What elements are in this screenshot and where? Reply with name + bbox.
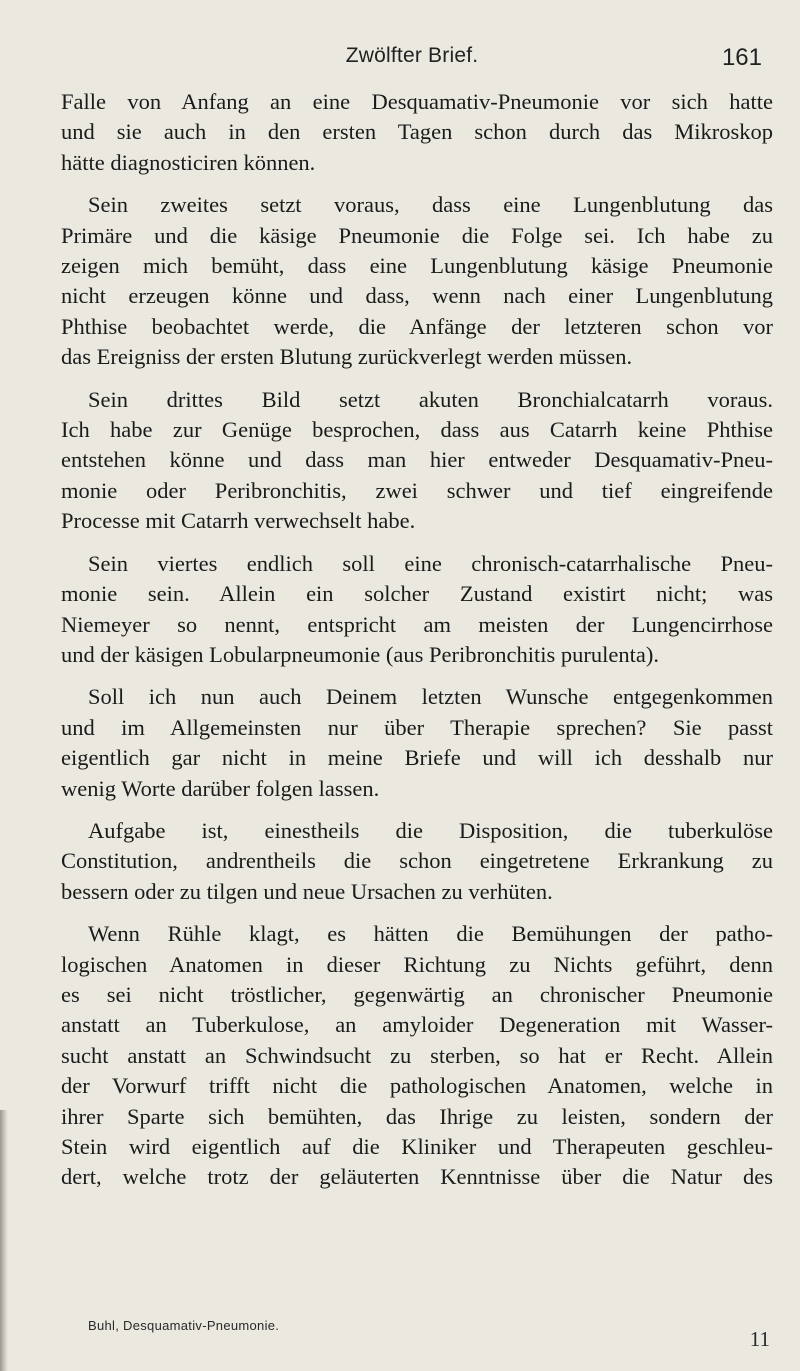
page-number: 161 xyxy=(721,44,762,71)
text-line: anstatt an Tuberkulose, an amyloider Degeneration mit Wasser- xyxy=(61,1012,773,1038)
text-line: eigentlich gar nicht in meine Briefe und will ich desshalb nur xyxy=(61,745,773,771)
text-line: das Ereigniss der ersten Blutung zurückverlegt werden müssen. xyxy=(61,344,633,370)
page-header xyxy=(62,44,762,84)
text-line: Phthise beobachtet werde, die Anfänge der letzteren schon vor xyxy=(61,313,773,339)
text-line: Ich habe zur Genüge besprochen, dass aus Catarrh keine Phthise xyxy=(61,417,773,443)
text-line: dert, welche trotz der geläuterten Kenntnisse über die Natur des xyxy=(61,1164,773,1190)
printer-signature: Buhl, Desquamativ-Pneumonie. xyxy=(88,1318,280,1333)
text-line: entstehen könne und dass man hier entweder Desquamativ-Pneu- xyxy=(61,447,773,473)
sheet-number: 11 xyxy=(749,1327,770,1351)
text-line: Primäre und die käsige Pneumonie die Folge sei. Ich habe zu xyxy=(61,222,773,248)
text-line: ihrer Sparte sich bemühten, das Ihrige zu leisten, sondern der xyxy=(61,1103,773,1129)
text-line: Falle von Anfang an eine Desquamativ-Pneumonie vor sich hatte xyxy=(61,89,773,114)
text-line: logischen Anatomen in dieser Richtung zu Nichts geführt, denn xyxy=(61,951,773,977)
text-line: es sei nicht tröstlicher, gegenwärtig an chronischer Pneumonie xyxy=(61,981,773,1007)
text-line: Sein viertes endlich soll eine chronisch-catarrhalische Pneu- xyxy=(88,550,773,576)
page-footer xyxy=(80,1318,770,1366)
text-line: sucht anstatt an Schwindsucht zu sterben, so hat er Recht. Allein xyxy=(61,1042,773,1068)
paragraph xyxy=(61,919,773,1193)
text-line: nicht erzeugen könne und dass, wenn nach einer Lungenblutung xyxy=(61,283,773,309)
paragraph xyxy=(61,87,773,178)
running-head: Zwölfter Brief. xyxy=(345,44,479,67)
text-line: zeigen mich bemüht, dass eine Lungenblutung käsige Pneumonie xyxy=(61,253,773,279)
text-line: Sein drittes Bild setzt akuten Bronchialcatarrh voraus. xyxy=(88,386,773,412)
paragraph xyxy=(61,549,773,671)
paragraph xyxy=(61,682,773,804)
text-line: bessern oder zu tilgen und neue Ursachen zu verhüten. xyxy=(61,878,553,904)
text-line: wenig Worte darüber folgen lassen. xyxy=(61,775,380,801)
text-line: und sie auch in den ersten Tagen schon durch das Mikroskop xyxy=(61,119,773,145)
text-line: und im Allgemeinsten nur über Therapie sprechen? Sie passt xyxy=(61,714,773,740)
body-text xyxy=(61,87,773,1205)
text-line: Constitution, andrentheils die schon eingetretene Erkrankung zu xyxy=(61,848,773,874)
page-edge-shadow xyxy=(0,1110,8,1371)
text-line: Sein zweites setzt voraus, dass eine Lungenblutung das xyxy=(88,192,773,218)
text-line: Soll ich nun auch Deinem letzten Wunsche entgegenkommen xyxy=(88,684,773,710)
text-line: Niemeyer so nennt, entspricht am meisten der Lungencirrhose xyxy=(61,611,773,637)
text-line: monie sein. Allein ein solcher Zustand existirt nicht; was xyxy=(61,581,773,607)
text-line: Aufgabe ist, einestheils die Disposition, die tuberkulöse xyxy=(88,817,773,843)
text-line: Processe mit Catarrh verwechselt habe. xyxy=(61,508,416,534)
paragraph xyxy=(61,190,773,372)
text-line: Stein wird eigentlich auf die Kliniker und Therapeuten geschleu- xyxy=(61,1134,773,1159)
text-line: Wenn Rühle klagt, es hätten die Bemühungen der patho- xyxy=(88,921,773,947)
text-line: monie oder Peribronchitis, zwei schwer und tief eingreifende xyxy=(61,477,773,503)
paragraph xyxy=(61,385,773,537)
text-line: der Vorwurf trifft nicht die pathologischen Anatomen, welche in xyxy=(61,1073,773,1099)
paragraph xyxy=(61,816,773,907)
text-line: hätte diagnosticiren können. xyxy=(61,149,316,175)
text-line: und der käsigen Lobularpneumonie (aus Peribronchitis purulenta). xyxy=(61,641,659,667)
